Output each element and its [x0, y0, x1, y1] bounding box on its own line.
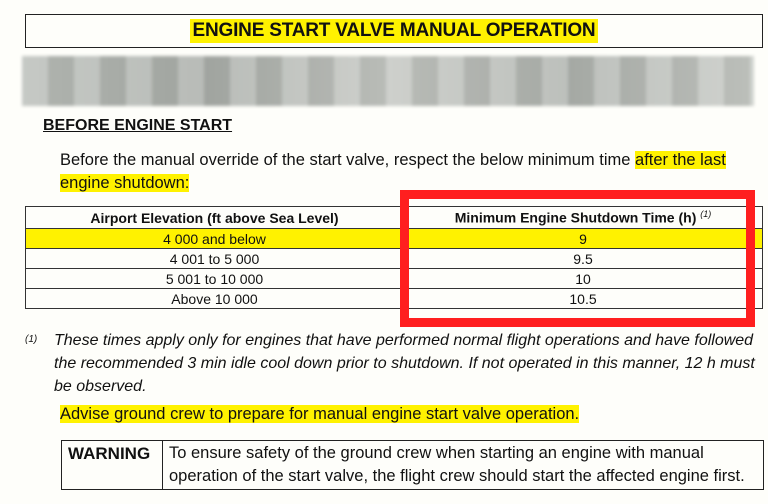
- table-row: [26, 229, 763, 249]
- cell-time: 10.5: [404, 289, 763, 309]
- header-airport-elevation: Airport Elevation (ft above Sea Level): [26, 207, 404, 229]
- intro-text: Before the manual override of the start valve, respect the below minimum time: [60, 151, 636, 169]
- section-heading: BEFORE ENGINE START: [43, 117, 233, 134]
- cell-elevation: 4 000 and below: [26, 229, 404, 249]
- footnote-text: These times apply only for engines that have performed normal flight operations and have followed the recommended 3 min idle cool down prior to shutdown. If not operated in this manner, 12 h must be observed.: [54, 332, 755, 395]
- warning-label: WARNING: [62, 441, 163, 489]
- table-header-row: [26, 207, 763, 229]
- redacted-band: [22, 56, 754, 106]
- intro-paragraph: [60, 149, 765, 195]
- table-row: [26, 289, 763, 309]
- intro-highlighted-text: after the last engine shutdown:: [60, 151, 726, 192]
- table-row: [26, 249, 763, 269]
- header-min-shutdown-label: Minimum Engine Shutdown Time (h): [454, 209, 697, 226]
- cell-elevation: 5 001 to 10 000: [26, 269, 404, 289]
- page-title: ENGINE START VALVE MANUAL OPERATION: [190, 19, 599, 43]
- warning-box: [61, 440, 764, 490]
- cell-time: 9.5: [404, 249, 763, 269]
- footnote-marker: (1): [25, 334, 38, 345]
- cell-elevation: 4 001 to 5 000: [26, 249, 404, 269]
- footnote-ref: (1): [700, 209, 712, 220]
- cell-elevation: Above 10 000: [26, 289, 404, 309]
- cell-time: 9: [404, 229, 763, 249]
- header-min-shutdown-time: [404, 207, 763, 229]
- table-row: [26, 269, 763, 289]
- advise-line: [60, 405, 579, 424]
- cell-time: 10: [404, 269, 763, 289]
- warning-text: To ensure safety of the ground crew when starting an engine with manual operation of the start valve, the flight crew should start the affected engine first.: [169, 444, 745, 485]
- elevation-table: [25, 206, 763, 309]
- title-box: [25, 14, 763, 48]
- advise-text: Advise ground crew to prepare for manual engine start valve operation.: [60, 405, 580, 423]
